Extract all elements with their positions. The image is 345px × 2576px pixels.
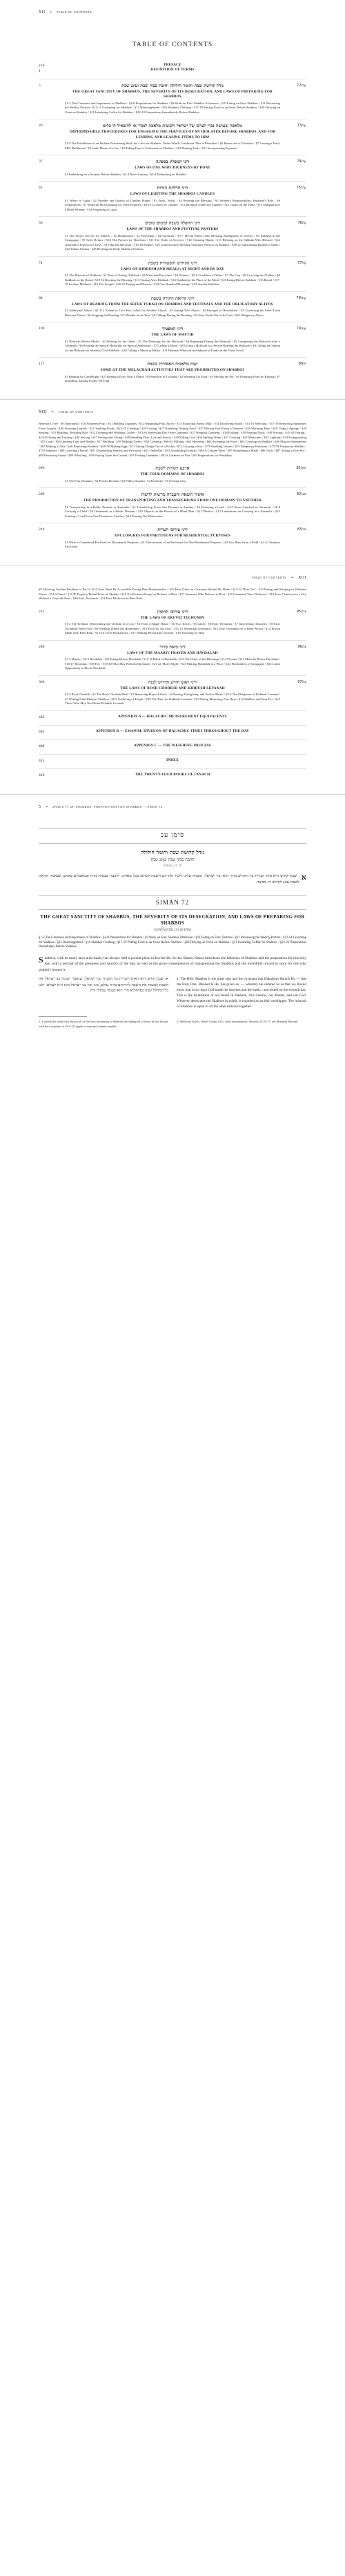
toc-entry-hebrew-title: איסור הוצאה והעברה מרשות לרשות <box>141 492 204 498</box>
toc-entry-title: APPENDIX A — HALACHIC MEASUREMENT EQUIVALENTS <box>118 714 227 719</box>
toc-entry-siman: פא/81 <box>296 466 306 471</box>
footnotes <box>39 1020 306 1029</box>
parallel-text <box>39 976 306 1009</box>
running-head <box>39 10 306 16</box>
folio: XIII <box>298 575 306 580</box>
toc-entry-siman <box>286 773 306 779</box>
fleuron-icon: ❧ <box>49 10 53 14</box>
running-head-text: TABLE OF CONTENTS <box>57 10 92 14</box>
toc-entry-hebrew-title: דיני עירובי חצרות <box>157 527 188 533</box>
toc-entry-siman <box>286 744 306 750</box>
toc-entry-contents: §1-3 The Greatness and Importance of Shabbos / §4-8 Preparations for Shabbos / §9 Work on Erev Shabbos Afternoon / §10 Eating on Erev Shabbos / §11 Reviewing the Weekly Portion / §12-14 Grooming for Shabbos / §15 Rearrangement / §16 Shabbos Clothing / §17-19 Putting Food in an Oven Before Shabbos / §20 Dirtying an Oven on Shabbos / §21 Insulating Coffee for Shabbos / §22-23 Preparations Immediately Before Shabbos <box>65 101 280 114</box>
toc-entry-title: LAWS OF KIDDUSH AND MEALS, AT NIGHT AND BY DAY <box>121 267 224 271</box>
english-intro-paragraph <box>39 956 306 973</box>
toc-continuation: Beneath a Tree / §9 Nonyamsh / §10 Scattered Fruit / §11 Shelling Legumes / §12 Separating Fruit Juices / §13 Extracting Breast Milk / §14 Dissolving Solids / §15-16 Selecting / §17-19 Removing Impurities From Liquids / §20 Straining Liquids / §21 Soaking Foods / §22-25 Grinding / §26 Cutting / §27 Kneading; Salting Food / §27 Placing Food Upon a Furnace / §28 Warming Pans / §29 Using a Sponge / §30 Spitting / §31 Braiding, Brushing Hair / §32 Cleaning and Washing Clothes / §33-36 Removing Dirt From Garments / §37 Hanging Garments / §38 Folding / §39 Painting Nails / §40 Writing / §41-43 Tearing / §44-45 Tying and Untying / §46 Sewing / §47 Sealing and Gluing / §48 Handling Flies, Lice and Insects / §49 Killing Lice / §50 Spilling Water / §51 Cooking / §52 Medicines / §53 Lighting / §54 Extinguishing / §55 Coals / §56 Opening Cans and Bottles / §57 Building / §58 Making Cheese / §59 Cleaning / §60-62 Milking / §63 Smearing / §64 Sweeping the Floor / §65 Carrying on Shabbos / §66 Musical Instruments / §67 Making a Cake / §68 Removing Feathers / §69-70 Making Eggs / §71 Taking Things Out of a Pocket / §72 Carrying a Key / §73 Handling Vessels / §74 Temporary Partitions / §75-78 Temporary Shelters / §79 Chimneys / §80 Covering a Barrel / §81 Dismantling Shelters and Partitions / §82 Umbrellas / §83 Assembling Utensils / §84 A Cement Press / §85 Sharpening a Blade / §86 Tools / §87 Asking a Non-Jew / §88 Producing Sound / §89 Whistling / §90 Playing Upon the Ground / §91 Folding Garments / §92 A Garment on Fire / §93 Preparations for Weekdays <box>39 422 306 457</box>
toc-entry-body <box>65 123 280 151</box>
toc-entry-page: 418 <box>39 773 45 777</box>
siman-heb-subtitle: וחובת כבוד שבת ועונג שבת <box>150 857 195 862</box>
folio: 5 <box>39 804 41 809</box>
running-head-text: TABLE OF CONTENTS <box>251 575 287 579</box>
toc-entry <box>39 675 306 710</box>
toc-entry <box>39 606 306 640</box>
toc-entry-title: THE FOUR DOMAINS OF SHABBOS <box>140 472 205 477</box>
toc-list <box>39 462 306 554</box>
toc-entry-body <box>65 465 280 483</box>
toc-entry-title: THE LAWS OF ERUVEI TECHUMIN <box>140 616 205 620</box>
hebrew-intro-text: . שבת קודש היא אות הברית בין הקדוש ברוך הוא ובין ישראל, ומצווה עלינו לזכור את יום השבת לקדשו בכל מאודנו, ולכבדו בכסות נקיה ובמאכלים טובים, שנאמר וקראת לשבת עונג לקדוש ה׳ מכובד. <box>39 874 299 884</box>
toc-entry-siman: עז/77 <box>297 260 306 265</box>
toc-entry-contents: §1 Transporting in a Public Domain or Karmelis / §2 Transferring From One Domain to Another / §3 Fastening a Load / §4-5 Items Attached to Garments / §6-8 Carrying a Child / §9 Ornaments in a Public Domain / §10 Objects on the Person of a Blind Man / §11 Plasters / §12 Limitations on Carrying in a Karmelis / §13 Untying a Load From One Domain to Another / §14 Pouring Out Wastewater <box>65 505 280 518</box>
toc-entry-page: 5 <box>39 83 41 88</box>
toc-entry-contents: §1-3 Maariv / §4-9 Havdalah / §10 Eating Before Havdalah / §11-12 Habit of Havdalah / §13 The Order of the Blessings / §14 Women / §15 Melacha Before Havdalah / §16-17 Besamim / §18 Fire / §19-20 Who May Perform Havdalah / §21-22 'Man's Night' / §23 Making Havdalah in a Place / §24 Havdalah in a Synagogue / §25 Latest Opportunity to Recite Havdalah <box>65 657 280 670</box>
toc-entry-contents: §1-4 Rosh Chodesh / §2 The Rosh Chodesh Meal / §3 Removing Prayer Effects / §4 Fasting, Eulogizing, and Festive Meals / §5-6 The Obligation of Kiddush Levanah / §7 Waiting Until Motzaei Shabbos / §8-9 Gathering of People / §10 The Time for Kiddush Levanah / §11 During Mourning, Fast Days / §12 Shabbos and Yom Tov / §13 Those Who May Not Recite Kiddush Levanah <box>65 693 280 706</box>
siman-en-title: THE GREAT SANCTITY OF SHABBOS, THE SEVERITY OF ITS DESECRATION, AND LAWS OF PREPARING FOR SHABBOS <box>40 914 305 927</box>
toc-entry-body <box>65 527 280 550</box>
toc-entry-siman: צה/95 <box>296 609 306 614</box>
toc-entry <box>39 739 306 754</box>
toc-entry-page: 26 <box>39 124 43 128</box>
toc-entry-contents: §1 The Prayer Service for Maariv / §2 Hashkivenu / §3 Vayechulu / §4 Vaychulu / §5-7 Me'ein Sheva (One Blessing Abridgment of Seven) / §8 Kiddush in the Synagogue / §9 Sefer Refuos / §10 The Prayers for Shacharis / §11 The Order of Services / §12 Cleaning Hands / §13 Blessing on the Sabbath Who Blessed / §14 Alternative Prayers for Laws / §15 Baruch She'amar / §16-18 Psalms / §19 Unnecessarily Reciting Voluntary Prayers on Shabbos / §20-21 Substituting Hashem's Name / §22 Yekum Purkan / §23 Reciting the Daily Shabbos Portions <box>65 233 280 251</box>
toc-entry <box>39 155 306 181</box>
toc-entry-body <box>65 296 280 318</box>
toc-entry-title: APPENDIX C — THE WEIGHING PROCESS <box>133 743 212 748</box>
toc-entry-title: LAWS OF THE MAARIV PRAYER AND HAVDALAH <box>127 651 218 656</box>
toc-entry-body <box>65 63 280 75</box>
fleuron-icon: ❧ <box>290 575 295 580</box>
toc-entry-title: LAWS OF ONE WHO JOURNEYS BY BOAT <box>135 166 210 171</box>
toc-entry-body <box>65 326 280 353</box>
toc-entry <box>39 768 306 783</box>
toc-entry <box>39 640 306 675</box>
toc-entry-title: THE TWENTY-FOUR BOOKS OF TANACH <box>135 772 210 777</box>
running-head-text: TABLE OF CONTENTS <box>58 409 94 414</box>
toc-entry-hebrew-title: דיני קריאת התורה בשבת <box>150 295 195 301</box>
footnote: 1. It should be noted that almost all of the laws pertaining to Shabbos (including all of those in this Siman, with the exception of Se'if 22) apply to men and women equally. <box>39 1020 168 1028</box>
toc-entry-body <box>65 644 280 671</box>
toc-entry-siman: פג/83 <box>297 527 306 532</box>
running-head <box>39 804 306 811</box>
toc-entry-siman: פ/80 <box>298 362 306 367</box>
siman-heb-count: ובו כ״ג סעיפים <box>163 864 182 869</box>
toc-entry-siman <box>286 758 306 764</box>
hebrew-column: א. שבת קודש היא האות והברית בין הקב״ה ובין ישראל, שנאמר ושמרו בני ישראל את השבת לעשות את השבת לדורותם ברית עולם, ביני ובין בני ישראל אות היא לעולם. ולכן כל המחלל שבת בפרהסיא הרי הוא כעובד עבודה זרה. <box>39 976 168 994</box>
toc-entry-contents: §1 Additional Aliyos / §2 If a Kohen or Levi Has Called for Another Aliyah / §3 Joining Two Aliyos / §4 Passages of Retribution / §5 Correcting the Sefer Torah Between Aliyos / §6 Stopping the Reading / §7 Mistake in the Text / §8 Talking During the Reading / §9 Sefer Torah Out of Its Case / §10 Obligatory Aliyos <box>65 309 280 317</box>
toc-entry-hebrew-title: דיני ראש חודש וקידוש לבנה <box>148 679 197 685</box>
toc-entry-page: 415 <box>39 758 45 763</box>
toc-entry-body <box>65 492 280 519</box>
toc-entry <box>39 523 306 554</box>
toc-entry-page: 366 <box>39 679 45 684</box>
toc-entry-hebrew-title: דיני התפלה בשבת ובימים טובים <box>145 220 200 226</box>
toc-entry-page: 74 <box>39 260 43 265</box>
toc-heading: TABLE OF CONTENTS <box>132 41 213 48</box>
toc-entry-siman: עה/75 <box>296 186 306 191</box>
toc-page-xii <box>0 0 345 399</box>
toc-entry-contents: §1 Reading by Candlelight / §2 Opening a Door Near a Flame / §3 Removal of Cooking / §4 Warming Up Food / §5 Moving the Pot / §6 Preparing Food by Rinsing / §7 Kneading, Mixing Foods / §8 Fruit <box>65 374 280 383</box>
folio: XIII <box>39 409 47 414</box>
toc-entry-siman: עב/72 <box>296 83 306 88</box>
toc-entry <box>39 754 306 768</box>
toc-entry-siman: פב/82 <box>296 492 306 497</box>
toc-entry-siman: עח/78 <box>296 296 306 300</box>
toc-entry-page: 117 <box>39 362 45 367</box>
toc-entry-hebrew-title: דיני ביאת מרור <box>159 643 186 650</box>
toc-entry-hebrew-title: דיני הדלקת הנרות <box>157 185 188 191</box>
toc-entry-contents: §1-2 The Techum: Determining the Techum of a City / §3 From a Single House / §4 Two Towns / §5 Lanes / §6 Eruv Techumin / §7 Intervening Obstacles / §8 Eruv Techumin With Food / §9 Walking Within the Boundaries / §10 Food for the Eruv / §11-12 Shemittah Techumin / §13 Eruv Techumin for a Dead Person / §14 Eruvin Made from Bnei Brak / §15-16 Tovei Hachatzeros / §17 Walking Beyond the Techum / §18 Traveling by Ship <box>65 622 280 635</box>
toc-entry-contents: §1 What is Considered Enclosed for Residential Purposes / §2 Effectiveness of an Enclosure for Non-Residential Purposes / §3 Two Bins Sit in a Field / §4 A Cemetery Enclosure <box>65 540 280 549</box>
toc-entry-hebrew-title: קצת מלאכות האסורות בשבת <box>147 361 198 367</box>
siman-heb-box: סימן עב <box>39 828 306 844</box>
toc-entry-page: 109 <box>39 327 45 331</box>
toc-entry-body <box>65 260 280 287</box>
toc-entry-title: PREFACE DEFINITION OF TERMS <box>150 63 195 72</box>
toc-entry-contents: §1 Where to Light / §2 Number and Quality of Candles Proper / §3 Fuels, Wicks / §4 Reciting the Blessing / §5 Women's Responsibility; Husband's Role / §6 Preparations / §7 Yeshivah Men Lighting for Their Families / §8-10 Location of Candles / §11 Intention Under the Candles / §12 Chairs on the Table / §13 Obligation of a Blind Woman / §14 Forgetting to Light <box>65 198 280 211</box>
toc-entry-body <box>65 159 280 177</box>
toc-entry-title: LAWS OF READING FROM THE SEFER TORAH ON SHABBOS AND FESTIVALS AND THE OBLIGATORY ALIYOS <box>72 302 273 307</box>
toc-entry-contents: §1-5 The Prohibition of an Idolater Performing Work for a Jew on Shabbos: Under Which Conditions This is Permitted / §6 House that is Violation / §7 Leasing a Field, Mill, Bathhouse / §8 In the House of a Jew / §9 Taking From a Craftsman on Shabbos / §10 Renting Tools / §11 Incorporating Payment <box>65 142 280 150</box>
toc-entry-page: xvii 1 <box>39 64 45 73</box>
toc-entry-hebrew-title: דיני המפטיר <box>161 326 184 332</box>
toc-entry-body <box>65 83 280 115</box>
toc-entry <box>39 119 306 155</box>
toc-entry-siman: עו/76 <box>297 221 306 226</box>
toc-entry <box>39 710 306 725</box>
running-head <box>39 409 306 416</box>
toc-entry-contents: §1 Embarking on a Journey Before Shabbos / §2 A River Journey / §3-4 Embarking on Shabbos <box>65 172 187 176</box>
fleuron-icon: ❧ <box>50 409 55 414</box>
toc-entry-title: THE LAWS OF MAFTIR <box>151 333 194 338</box>
toc-entry-title: IMPERMISSIBLE PROCEDURES FOR ENGAGING THE SERVICES OF AN IDOLATER BEFORE SHABBOS, AND FOR LENDING AND LEASING ITEMS TO HIM <box>69 130 276 139</box>
english-column: 1. The Holy Shabbos is the great sign and the covenant that Hakadosh Baruch Hu — that the Holy One, Blessed Is He, has given us, — whereby He ordered us so that we should know that in six days God made the heavens and the earth... and rested on the seventh day. This is the foundation of our belief in Hashem, Our Creator, our Master, and our God. Whoever desecrates the Shabbos in public is regarded as an idol worshipper. The mitzvah of Shabbos is equal to all the other mitzvos together. <box>177 976 306 1009</box>
toc-entry-title: LAWS OF LIGHTING THE SHABBOS CANDLES <box>130 192 215 197</box>
toc-entry-contents: §1 The Four Domains / §2 Private Domain / §3 Public Domain / §4 Karmelis / §5 Exempt Area <box>65 478 186 483</box>
toc-entry-page: 286 <box>39 644 45 649</box>
toc-entry-body <box>65 679 280 706</box>
toc-entry-body <box>65 609 280 636</box>
running-head <box>39 575 306 581</box>
toc-entry <box>39 357 306 388</box>
toc-entry-siman: עד/74 <box>297 159 306 164</box>
toc-entry-page: 402 <box>39 715 45 719</box>
toc-entry-title: THE PROHIBITION OF TRANSPORTING AND TRANSFERRING FROM ONE DOMAIN TO ANOTHER <box>83 498 262 503</box>
toc-entry-body <box>65 715 280 721</box>
running-head-text: SANCTITY OF SHABBOS: PREPARATION FOR SHABBOS — SIMAN 72 <box>52 804 163 808</box>
toc-continuation: §9 Allowing Another Resident to Eat It / §10 Eruv Must Be Accessible During Bein Hashemashos / §11 How Often an Chatzeros Should Be Made / §12-14 'Bein Tov' / §13 Eating and Sleeping in Different Places / §14 A Guest / §15 'P' Property Rental From an Idolater / §16 If a Resident Forgot or Refuses to Rent / §17 Someone Who Refuses to Rent / §18 Command Your Chatzeros / §19 Eruv Chatzeros in a City Without a Citywide Eruv / §20 Eruv Techumin / §21 Eruv Rechovos in Bnei Brak <box>39 588 306 601</box>
toc-page-xiii-b <box>0 565 345 794</box>
toc-entry-page: 41 <box>39 186 43 191</box>
toc-entry-body <box>65 773 280 779</box>
toc-entry <box>39 291 306 322</box>
toc-entry-title: LAWS OF THE SHABBOS AND FESTIVAL PRAYERS <box>126 227 219 232</box>
toc-entry-body <box>65 744 280 750</box>
toc-entry-hebrew-title: ארבע רשויות לשבת <box>155 465 190 472</box>
toc-entry <box>39 79 306 119</box>
toc-entry-page: 206 <box>39 466 45 471</box>
toc-entry-hebrew-title: מלאכה שעושה נכרי לצרכו של ישראל ולעשות מלאכה לנכרי או להשאיל לו כלים <box>103 123 242 129</box>
fleuron-icon: ❧ <box>45 804 48 809</box>
siman-en-count: CONTAINING 23 SE'IFIM <box>154 929 191 933</box>
toc-page-xiii-a <box>0 400 345 565</box>
siman-heb-title: גודל קדושת שבת וחומר חילולה <box>140 849 205 855</box>
toc-entry-body <box>65 758 280 764</box>
toc-entry-body <box>65 729 280 735</box>
toc-entry <box>39 216 306 256</box>
toc-entry-body <box>65 185 280 212</box>
toc-entry-siman: עט/79 <box>296 327 306 331</box>
toc-entry <box>39 322 306 357</box>
toc-entry-page: 209 <box>39 492 45 497</box>
toc-entry-body <box>65 220 280 252</box>
english-intro-text: habbos, with its many laws and rituals, has always held a pivotal place in Jewish life. In this Siman, Kitzur introduces the halachos of Shabbos and the preparation for this holy day, with a portrait of the greatness and sanctity of the day, as well as the grave consequences of transgressing the Shabbos and the incredible reward in store for one who properly honors it. <box>39 956 306 972</box>
toc-entry-page: 37 <box>39 159 43 164</box>
toc-entry-body <box>65 361 280 384</box>
toc-entry-page: 408 <box>39 744 45 748</box>
toc-entry-title: THE GREAT SANCTITY OF SHABBOS, THE SEVERITY OF ITS DESECRATION, AND LAWS OF PREPARING FOR SHABBOS <box>72 89 273 99</box>
toc-list <box>39 59 306 388</box>
toc-entry-page: 231 <box>39 609 45 614</box>
hebrew-intro-paragraph <box>39 873 306 886</box>
toc-entry-title: THE LAWS OF ROSH CHODESH AND KIDDUSH LEVANAH <box>120 686 225 691</box>
toc-entry-contents: §1 Haftorah Before Maftir / §2 Waiting for the Gabai / §3 The Blessings for the Haftorah / §4 Repeating During the Haftorah / §5 Completing the Haftorah from a Chumash / §6 Reciting the Special Haftorahs for Special Shabbosos / §7 Calling a Minor / §8 Giving a Haftorah to a Person Reading the Haftorah / §9 Calling an Orphan for the Haftorah on Shabbos Chol HaMoed / §10 Calling a Minor as Maftir / §11 Haftarah When an Invalidation is Found in the Torah Scroll <box>65 339 280 352</box>
toc-list <box>39 606 306 783</box>
toc-entry-siman <box>286 729 306 735</box>
siman-en-box: SIMAN 72 <box>39 895 306 910</box>
toc-entry-page: 56 <box>39 221 43 226</box>
footnote-rule <box>39 1016 87 1017</box>
toc-entry-page: 402 <box>39 729 45 734</box>
siman-en-contents: §1-3 The Greatness and Importance of Shabbos / §4-8 Preparations for Shabbos / §9 Work on Erev Shabbos Afternoon / §10 Eating on Erev Shabbos / §11 Reviewing the Weekly Portion / §12-14 Grooming for Shabbos / §15 Rearrangement / §16 Shabbos Clothing / §17-19 Putting Food in an Oven Before Shabbos / §20 Dirtying an Oven on Shabbos / §21 Insulating Coffee for Shabbos / §22-23 Preparations Immediately Before Shabbos <box>39 936 306 949</box>
toc-entry <box>39 725 306 739</box>
toc-entry-hebrew-title: דיני המפליג בספינה <box>155 159 190 165</box>
siman-72-page <box>0 795 345 1040</box>
footnote: 2. Shulchan Aruch, Orach Chaim 242:1 and commentaries. Shemos 31:16-17; see Mishnah Berurah. <box>177 1020 299 1024</box>
folio: XII <box>39 10 46 14</box>
toc-entry-title: APPENDIX B — ZMANIM: DIVISION OF HALACHIC TIMES THROUGHOUT THE DAY <box>95 728 250 733</box>
toc-entry <box>39 487 306 523</box>
toc-entry-title: INDEX <box>166 757 179 762</box>
toc-entry <box>39 462 306 487</box>
toc-entry-page: 88 <box>39 296 43 300</box>
toc-entry-hebrew-title: דיני עירובי תחומין <box>157 608 188 614</box>
toc-entry <box>39 256 306 291</box>
toc-entry <box>39 181 306 216</box>
toc-entry-title: SOME OF THE MELACHAH ACTIVITIES THAT ARE PROHIBITED ON SHABBOS <box>100 368 245 373</box>
toc-entry-siman: עג/73 <box>297 124 306 128</box>
english-drop-cap: S <box>39 954 43 965</box>
toc-entry-siman: צז/97 <box>297 679 306 684</box>
toc-entry-hebrew-title: גודל קדושת שבת וחומר חילולה וחובת כבוד שבת ועונג שבת <box>121 82 224 88</box>
toc-entry-title: ENCLOSURES FOR PARTITIONS FOR RESIDENTIAL PURPOSES <box>115 534 230 539</box>
toc-entry-siman: צו/96 <box>297 644 306 649</box>
toc-entry-siman <box>286 63 306 75</box>
hebrew-drop-cap: א <box>301 873 306 882</box>
toc-entry-hebrew-title: דיני הקידוש והסעודות בשבת <box>148 260 197 266</box>
toc-entry-contents: §1 The Mitzvah of Kiddush / §2 Time of Eating; Kiddush / §3 Wine and Procedure / §4 Women / §5-6 Condition of Wine / §7 The Cup / §8 Covering the Challos / §9 Kiddush on the Bread / §10-12 Reciting the Blessing / §13 Tasting After Kiddush / §14 Kiddush in the Place of the Meal / §15 Eating Before Kiddush / §16 Bread / §17-18 Lechem Mishneh / §19 The Length / §20-21 Fasting and Distress / §22 One Hundred Blessings / §23 Seudah Shelishis <box>65 273 280 287</box>
toc-entry <box>39 59 306 79</box>
toc-entry-siman <box>286 715 306 721</box>
toc-entry-page: 218 <box>39 527 45 532</box>
